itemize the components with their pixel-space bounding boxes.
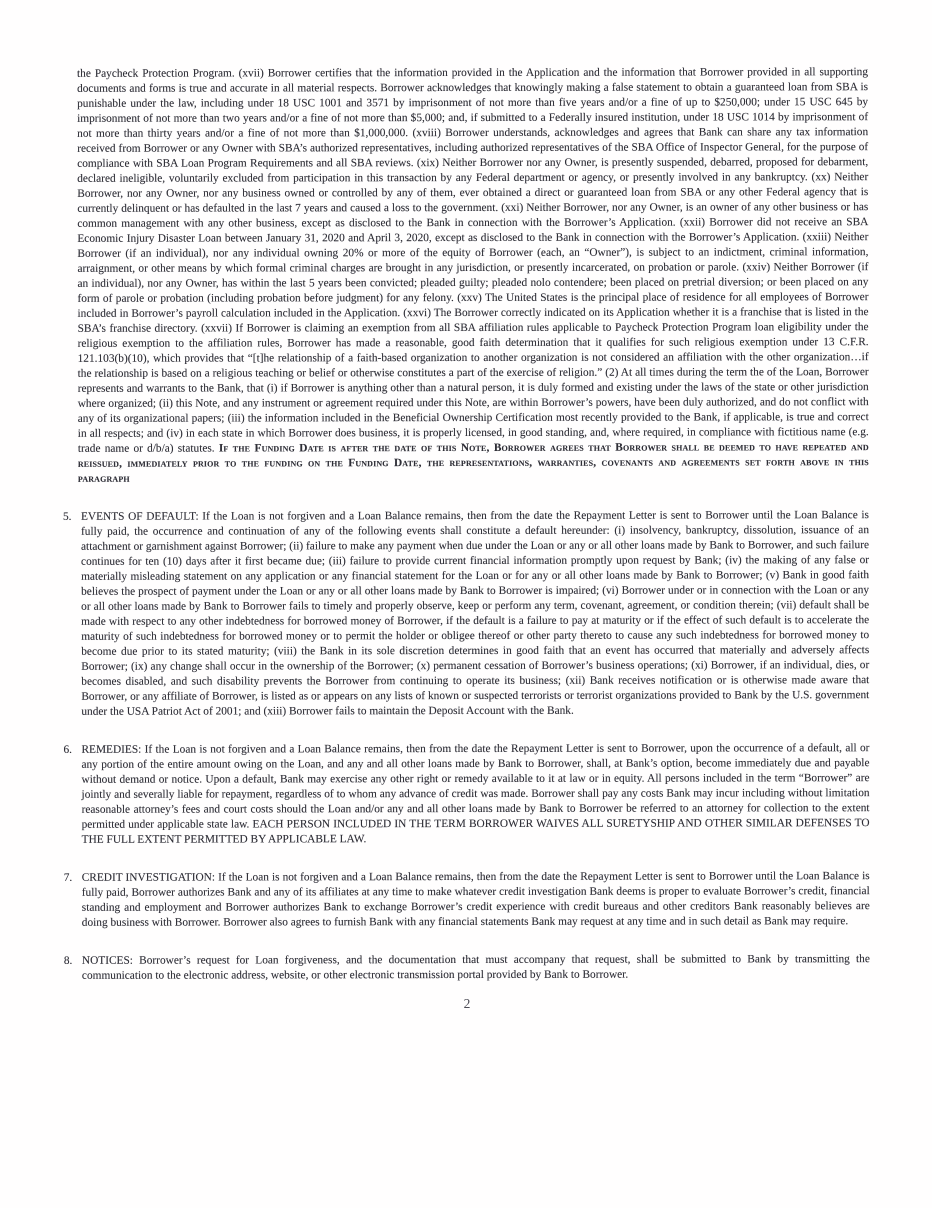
section-label: REMEDIES: [81,743,142,756]
section-number: 6. [63,743,72,756]
section-text: Borrower’s request for Loan forgiveness, and the documentation that must accompany that request, shall be submitted to Bank by transmitting the communication to the electronic address, website, or other electronic transmission portal provided by Bank to Borrower. [81,953,870,982]
section-remedies [63,741,869,848]
document-body [62,65,870,1012]
section-label: EVENTS OF DEFAULT: [80,510,199,523]
section-label: CREDIT INVESTIGATION: [81,871,216,884]
section-credit-investigation [64,869,870,931]
page-number: 2 [463,995,471,1012]
section-number: 5. [62,510,72,523]
section-text: If the Loan is not forgiven and a Loan Balance remains, then from the date the Repayment Letter is sent to Borrower, upon the occurrence of a default, all or any portion of the entire amount owing on the Loan, and any and all other loans made by Bank to Borrower, shall, at Bank’s option, become immediately due and payable without demand or notice. Upon a default, Bank may exercise any other right or remedy available to it at law or in equity. All persons included in the term “Borrower” are jointly and severally liable for repayment, regardless of to whom any advance of credit was made. Borrower shall pay any costs Bank may incur including without limitation reasonable attorney’s fees and court costs should the Loan and/or any and all other loans made by Bank to Borrower be referred to an attorney for collection to the extent permitted under applicable state law. EACH PERSON INCLUDED IN THE TERM BORROWER WAIVES ALL SURETYSHIP AND OTHER SIMILAR DEFENSES TO THE FULL EXTENT PERMITTED BY APPLICABLE LAW. [81,742,870,846]
funding-date-clause: If the Funding Date is after the date of this Note, Borrower agrees that Borrower shall be deemed to have repeated and reissued, immediately prior to the funding on the Funding Date, the representations, warranties, covenants and agreements set forth above in this paragraph [77,441,869,485]
continuation-text: the Paycheck Protection Program. (xvii) Borrower certifies that the information provided in the Application and the information that Borrower provided in all supporting documents and forms is true and accurate in all material respects. Borrower acknowledges that knowingly making a false statement to obtain a guaranteed loan from SBA is punishable under the law, including under 18 USC 1001 and 3571 by imprisonment of not more than five years and/or a fine of up to $250,000; under 15 USC 645 by imprisonment of not more than two years and/or a fine of not more than $5,000; and, if submitted to a Federally insured institution, under 18 USC 1014 by imprisonment of not more than thirty years and/or a fine of not more than $1,000,000. (xviii) Borrower understands, acknowledges and agrees that Bank can share any tax information received from Borrower or any Owner with SBA’s authorized representatives, including authorized representatives of the SBA Office of Inspector General, for the purpose of compliance with SBA Loan Program Requirements and all SBA reviews. (xix) Neither Borrower nor any Owner, is presently suspended, debarred, proposed for debarment, declared ineligible, voluntarily excluded from participation in this transaction by any Federal department or agency, or presently involved in any bankruptcy. (xx) Neither Borrower, nor any Owner, nor any business owned or controlled by any of them, ever obtained a direct or guaranteed loan from SBA or any other Federal agency that is currently delinquent or has defaulted in the last 7 years and caused a loss to the government. (xxi) Neither Borrower, nor any Owner, is an owner of any other business or has common management with any other business, except as disclosed to the Bank in connection with the Borrower’s Application. (xxii) Borrower did not receive an SBA Economic Injury Disaster Loan between January 31, 2020 and April 3, 2020, except as disclosed to the Bank in connection with the Borrower’s Application. (xxiii) Neither Borrower (if an individual), nor any individual owning 20% or more of the equity of Borrower (each, an “Owner”), is subject to an indictment, criminal information, arraignment, or other means by which formal criminal charges are brought in any jurisdiction, or presently incarcerated, on probation or parole. (xxiv) Neither Borrower (if an individual), nor any Owner, has within the last 5 years been convicted; pleaded guilty; pleaded nolo contendere; been placed on pretrial diversion; or been placed on any form of parole or probation (including probation before judgment) for any felony. (xxv) The United States is the principal place of residence for all employees of Borrower included in Borrower’s payroll calculation included in the Application. (xxvi) The Borrower correctly indicated on its Application whether it is a franchise that is listed in the SBA’s franchise directory. (xxvii) If Borrower is claiming an exemption from all SBA affiliation rules applicable to Paycheck Protection Program loan eligibility under the religious exemption to the affiliation rules, Borrower has made a reasonable, good faith determination that it qualifies for such religious exemption under 13 C.F.R. 121.103(b)(10), which provides that “[t]he relationship of a faith-based organization to another organization is not considered an affiliation with the other organization…if the relationship is based on a religious teaching or belief or otherwise constitutes a part of the exercise of religion.” (2) At all times during the term the of the Loan, Borrower represents and warrants to the Bank, that (i) if Borrower is anything other than a natural person, it is duly formed and existing under the laws of the state or other jurisdiction where organized; (ii) this Note, and any instrument or agreement required under this Note, are within Borrower’s powers, have been duly authorized, and do not conflict with any of its organizational papers; (iii) the information included in the Beneficial Ownership Certification most recently provided to the Bank, if applicable, is true and correct in all respects; and (iv) in each state in which Borrower does business, it is properly licensed, in good standing, and, where required, in compliance with fictitious name (e.g. trade name or d/b/a) statutes. [77,66,869,455]
section-number: 8. [63,954,73,967]
section-number: 7. [63,871,73,884]
section-label: NOTICES: [81,954,133,967]
section-events-of-default [63,508,869,720]
section-text: If the Loan is not forgiven and a Loan Balance remains, then from the date the Repayment Letter is sent to Borrower until the Loan Balance is fully paid, Borrower authorizes Bank and any of its affiliates at any time to make whatever credit investigation Bank deems is proper to evaluate Borrower’s credit, financial standing and employment and Borrower authorizes Bank to exchange Borrower’s credit experience with credit bureaus and other creditors Bank reasonably believes are doing business with Borrower. Borrower also agrees to furnish Bank with any financial statements Bank may request at any time and in such detail as Bank may require. [81,870,870,929]
section-notices [64,952,870,984]
section-text: If the Loan is not forgiven and a Loan Balance remains, then from the date the Repayment Letter is sent to Borrower until the Loan Balance is fully paid, the occurrence and continuation of any of the following events shall constitute a default hereunder: (i) insolvency, bankruptcy, dissolution, issuance of an attachment or garnishment against Borrower; (ii) failure to make any payment when due under the Loan or any or all other loans made by Bank to Borrower, and such failure continues for ten (10) days after it first became due; (iii) failure to provide current financial information promptly upon request by Bank; (iv) the making of any false or materially misleading statement on any application or any financial statement for the Loan or for any or all other loans made by Bank to Borrower; (v) Bank in good faith believes the prospect of payment under the Loan or any or all other loans made by Bank to Borrower is impaired; (vi) Borrower under or in connection with the Loan or any or all other loans made by Bank to Borrower fails to timely and properly observe, keep or perform any term, covenant, agreement, or condition therein; (vii) default shall be made with respect to any other indebtedness for borrowed money of Borrower, if the default is a failure to pay at maturity or if the effect of such default is to accelerate the maturity of such indebtedness for borrowed money or to permit the holder or obligee thereof or other party thereto to cause any such indebtedness for borrowed money to become due prior to its stated maturity; (viii) the Bank in its sole discretion determines in good faith that an event has occurred that materially and adversely affects Borrower; (ix) any change shall occur in the ownership of the Borrower; (x) permanent cessation of Borrower’s business operations; (xi) Borrower, if an individual, dies, or becomes disabled, and such disability prevents the Borrower from continuing to operate its business; (xii) Bank receives notification or is otherwise made aware that Borrower, or any affiliate of Borrower, is listed as or appears on any lists of known or suspected terrorists or terrorist organizations provided to Bank by the U.S. government under the USA Patriot Act of 2001; and (xiii) Borrower fails to maintain the Deposit Account with the Bank. [80,509,870,718]
paragraph-4-continuation [77,65,869,487]
